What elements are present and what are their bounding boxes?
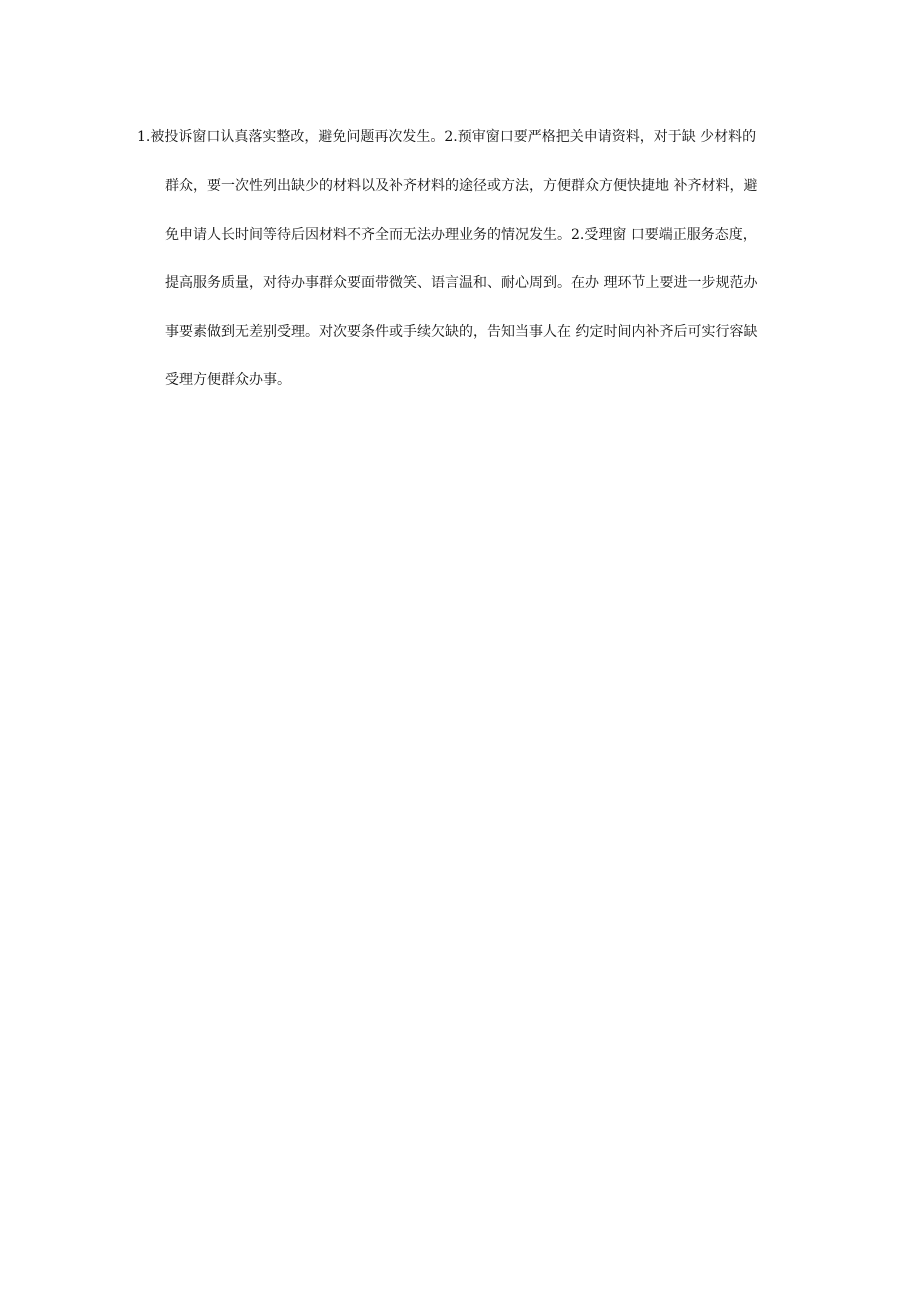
paragraph-line-1: 1.被投诉窗口认真落实整改，避免问题再次发生。2.预审窗口要严格把关申请资料，对于缺 少材料的 — [137, 129, 757, 145]
paragraph-line-4: 提高服务质量，对待办事群众要面带微笑、语言温和、耐心周到。在办 理环节上要进一步规范办 — [165, 275, 758, 291]
paragraph-line-2: 群众，要一次性列出缺少的材料以及补齐材料的途径或方法，方便群众方便快捷地 补齐材料，避 — [165, 178, 758, 194]
paragraph-line-5: 事要素做到无差别受理。对次要条件或手续欠缺的，告知当事人在 约定时间内补齐后可实行容缺 — [165, 324, 758, 340]
paragraph-line-6: 受理方便群众办事。 — [165, 372, 291, 388]
paragraph-line-3: 免申请人长时间等待后因材料不齐全而无法办理业务的情况发生。2.受理窗 口要端正服务态度， — [165, 227, 757, 243]
